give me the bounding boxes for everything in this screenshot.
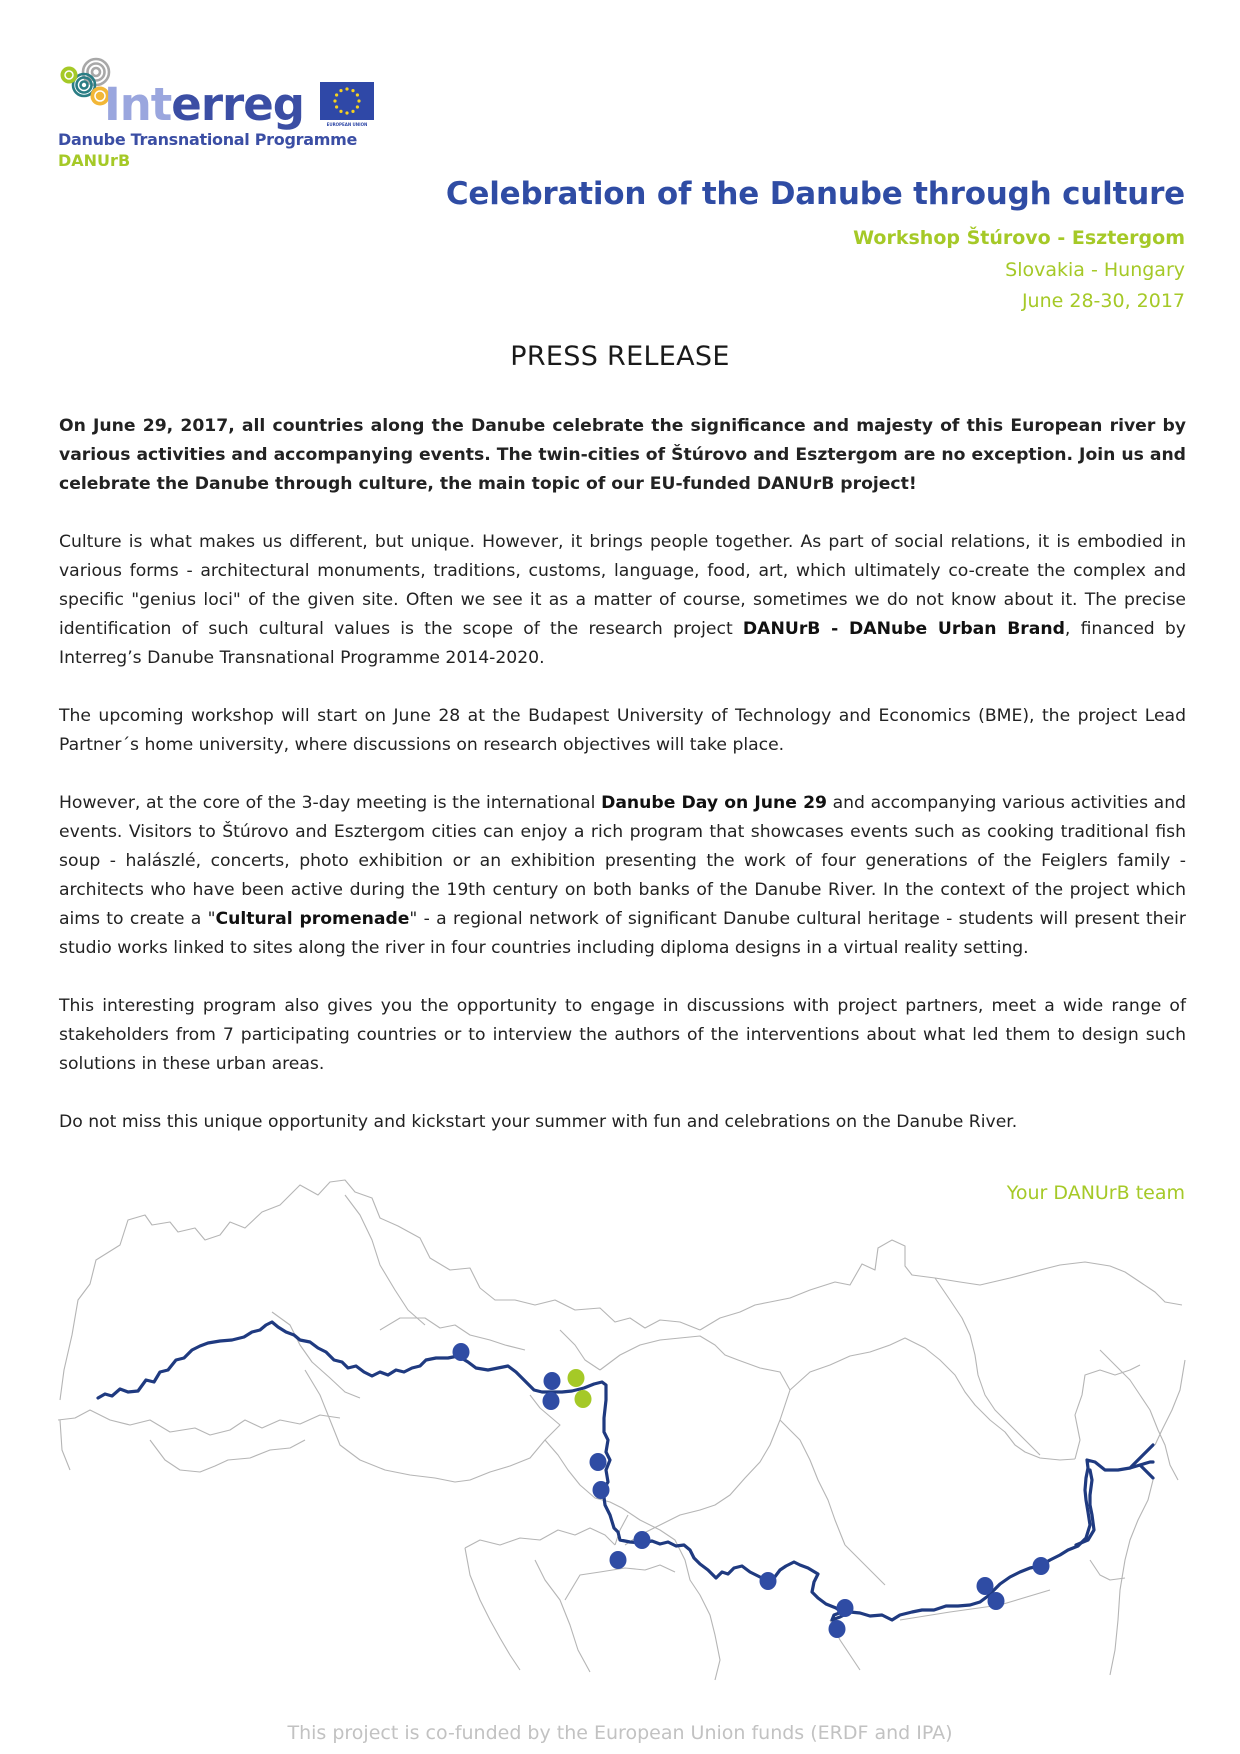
- funding-footer: This project is co-funded by the European Union funds (ERDF and IPA): [287, 1722, 953, 1744]
- project-sites: [453, 1343, 1050, 1638]
- site-marker-2: [544, 1372, 561, 1390]
- signature: Your DANUrB team: [1006, 1182, 1185, 1204]
- site-marker-esztergom: [575, 1390, 592, 1408]
- project-name: DANUrB: [58, 151, 131, 170]
- paragraph-workshop: The upcoming workshop will start on June 28 at the Budapest University of Technology and Economics (BME), the project Lead Partner´s home university, where discussions on research objectives will take place.: [59, 706, 1186, 755]
- text-span: , financed by Interreg’s Danube Transnational Programme 2014-2020.: [59, 619, 1186, 668]
- highlighted-sites: [568, 1369, 592, 1408]
- text-span: and accompanying various activities and events. Visitors to Štúrovo and Esztergom cities can enjoy a rich program that showcases events such as cooking traditional fish soup - halászlé, concerts, photo exhibition or an exhibition presenting the work of four generations of the Feiglers family - architects who have been active during the 19th century on both banks of the Danube River. In the context of the project which aims to create a ": [59, 793, 1186, 929]
- document-type-heading: PRESS RELEASE: [510, 341, 730, 372]
- programme-name: Danube Transnational Programme: [58, 130, 357, 149]
- paragraph-closing: Do not miss this unique opportunity and kickstart your summer with fun and celebrations on the Danube River.: [59, 1112, 1018, 1132]
- eu-flag-icon: [320, 82, 374, 120]
- site-marker-sturovo: [568, 1369, 585, 1387]
- site-marker-1: [453, 1343, 470, 1361]
- site-marker-8: [760, 1572, 777, 1590]
- site-marker-7: [610, 1551, 627, 1569]
- dates-subtitle: June 28-30, 2017: [1021, 290, 1185, 312]
- text-span: Culture is what makes us different, but unique. However, it brings people together. As part of social relations, it is embodied in various forms - architectural monuments, traditions, customs, language, food, art, which ultimately co-create the complex and specific "genius loci" of the given site. Often we see it as a matter of course, sometimes we do not know about it. The precise identification of such cultural values is the scope of the research project: [59, 532, 1186, 639]
- text-span: However, at the core of the 3-day meeting is the international: [59, 793, 602, 813]
- paragraph-program: This interesting program also gives you the opportunity to engage in discussions with project partners, meet a wide range of stakeholders from 7 participating countries or to interview the authors of the interventions about what led them to design such solutions in these urban areas.: [59, 996, 1186, 1074]
- countries-subtitle: Slovakia - Hungary: [1005, 259, 1185, 281]
- paragraph-danube-day: [59, 789, 1186, 963]
- site-marker-9: [837, 1599, 854, 1617]
- cultural-promenade-bold: Cultural promenade: [215, 909, 410, 929]
- wordmark-prefix: Int: [104, 78, 172, 131]
- danube-day-bold: Danube Day on June 29: [601, 793, 827, 813]
- country-borders: [58, 1180, 1185, 1680]
- site-marker-12: [988, 1592, 1005, 1610]
- interreg-wordmark: [104, 78, 304, 131]
- danube-river: [98, 1322, 1153, 1620]
- site-marker-4: [590, 1453, 607, 1471]
- paragraph-culture: [59, 528, 1186, 673]
- press-release-body: [59, 412, 1186, 1137]
- site-marker-6: [634, 1531, 651, 1549]
- site-marker-5: [593, 1481, 610, 1499]
- page-title: Celebration of the Danube through culture: [445, 176, 1185, 212]
- interreg-logo: [58, 56, 368, 170]
- site-marker-10: [829, 1620, 846, 1638]
- site-marker-3: [543, 1392, 560, 1410]
- wordmark-suffix: erreg: [171, 78, 304, 131]
- workshop-subtitle: Workshop Štúrovo - Esztergom: [853, 227, 1185, 249]
- site-marker-13: [1033, 1557, 1050, 1575]
- text-span: " - a regional network of significant Danube cultural heritage - students will present their studio works linked to sites along the river in four countries including diploma designs in a virtual reality setting.: [59, 909, 1186, 958]
- eu-caption: EUROPEAN UNION: [326, 122, 368, 127]
- site-marker-11: [977, 1577, 994, 1595]
- paragraph-intro: On June 29, 2017, all countries along the Danube celebrate the significance and majesty of this European river by various activities and accompanying events. The twin-cities of Štúrovo and Esztergom are no exception. Join us and celebrate the Danube through culture, the main topic of our EU-funded DANUrB project!: [59, 416, 1186, 494]
- project-name-bold: DANUrB - DANube Urban Brand: [742, 619, 1065, 639]
